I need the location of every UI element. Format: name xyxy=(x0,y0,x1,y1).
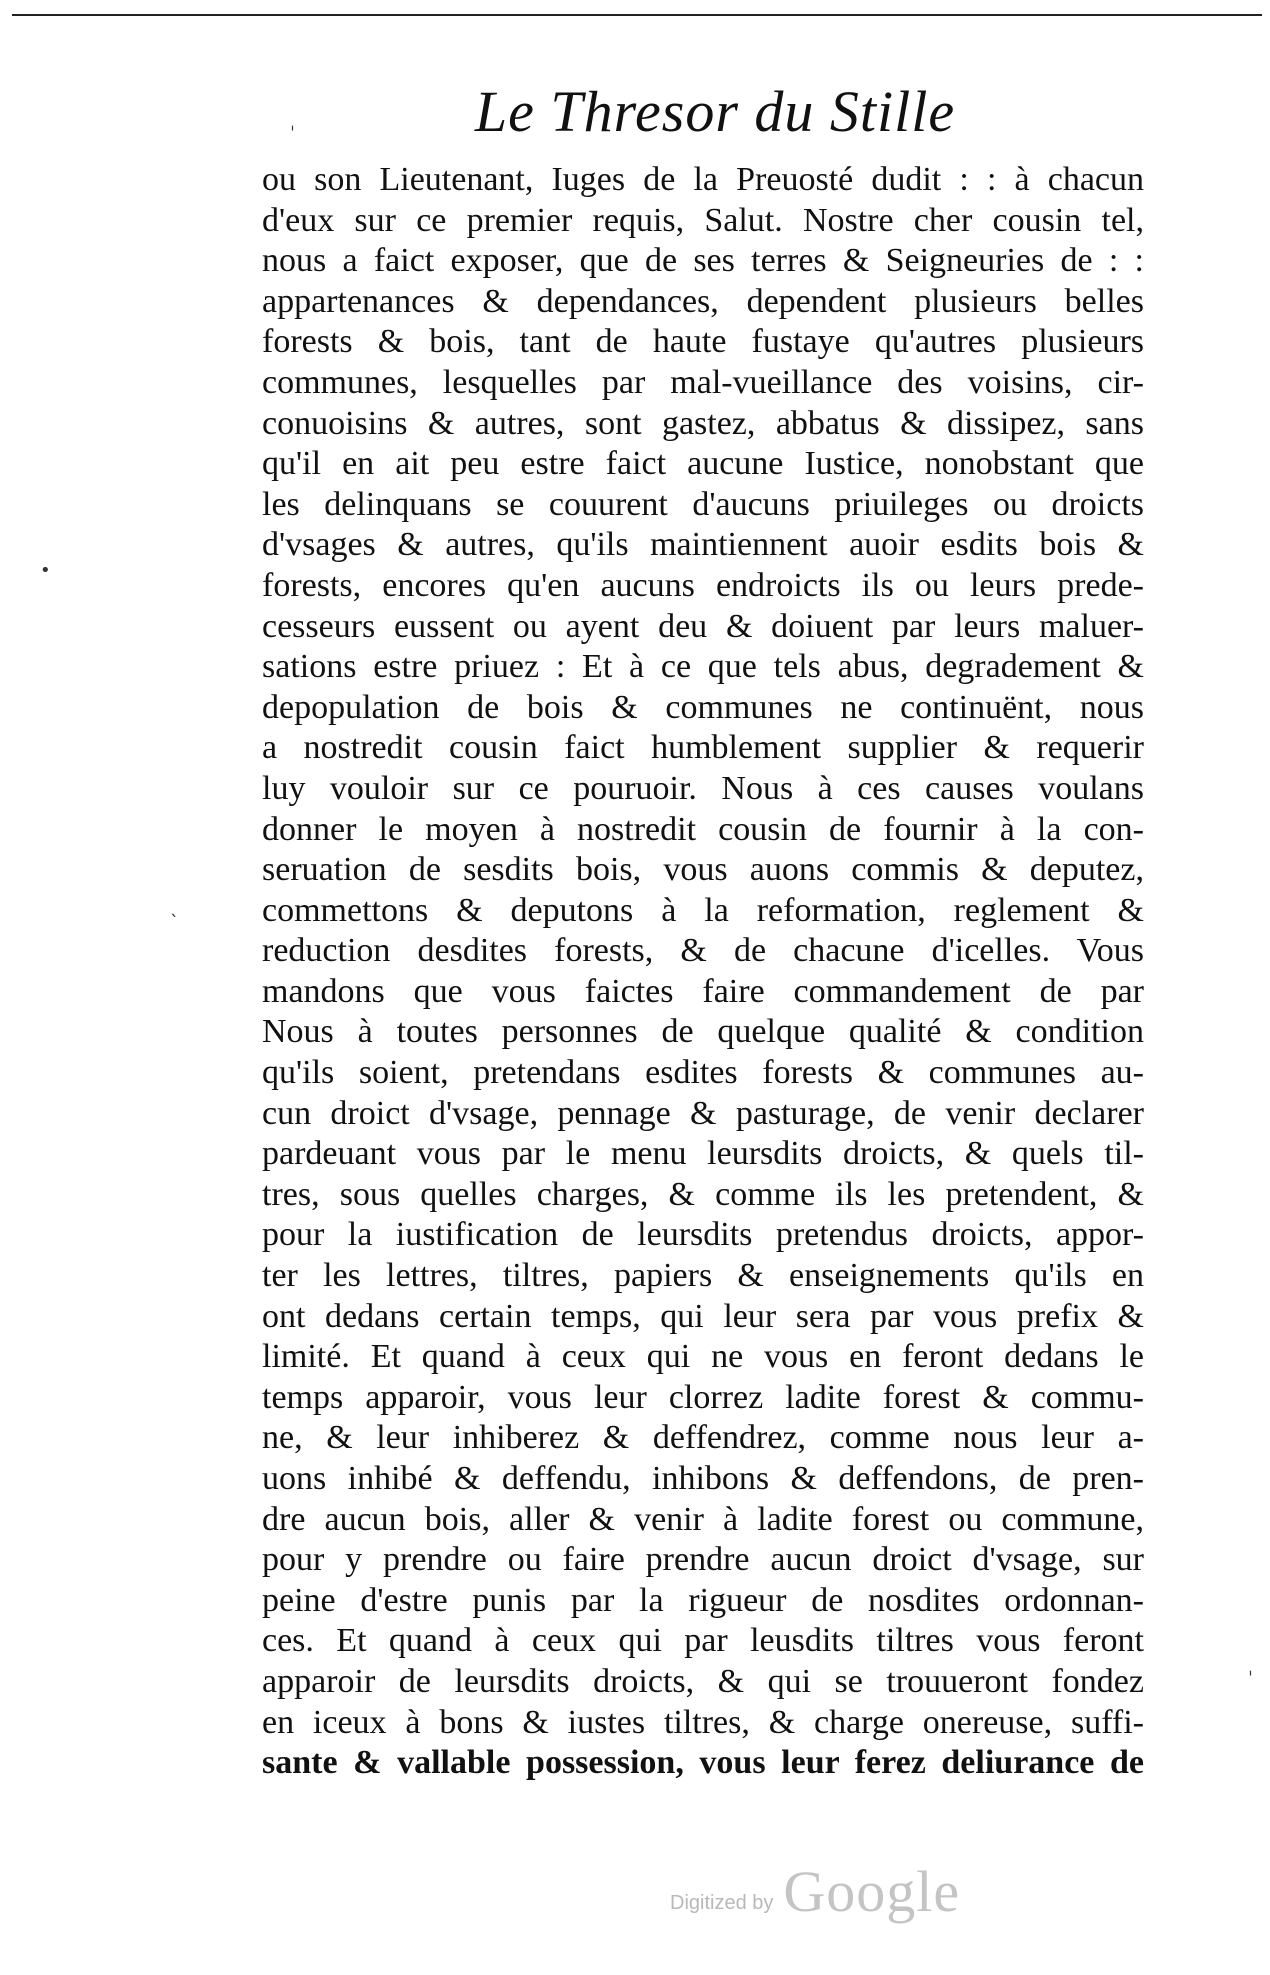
text-line: donner le moyen à nostredit cousin de fournir à la con- xyxy=(262,810,1144,848)
google-logo: Google xyxy=(783,1859,961,1924)
text-line: mandons que vous faictes faire commandement de par xyxy=(262,972,1144,1010)
margin-speck: ˈ xyxy=(1248,1668,1253,1689)
text-line: pour la iustification de leursdits pretendus droicts, appor- xyxy=(262,1216,1144,1254)
margin-speck: ˌ xyxy=(290,112,295,133)
text-line: ont dedans certain temps, qui leur sera par vous prefix & xyxy=(262,1297,1144,1335)
text-line: Nous à toutes personnes de quelque qualité & condition xyxy=(262,1013,1144,1051)
body-text xyxy=(262,160,1144,1784)
text-line: ou son Lieutenant, Iuges de la Preuosté dudit : : à chacun xyxy=(262,161,1144,198)
text-line: conuoisins & autres, sont gastez, abbatus & dissipez, sans xyxy=(262,404,1144,442)
text-line: limité. Et quand à ceux qui ne vous en feront dedans le xyxy=(262,1338,1144,1376)
text-line: en iceux à bons & iustes tiltres, & charge onereuse, suffi- xyxy=(262,1703,1144,1741)
text-line: qu'ils soient, pretendans esdites forests & communes au- xyxy=(262,1054,1144,1092)
text-line: cesseurs eussent ou ayent deu & doiuent par leurs maluer- xyxy=(262,607,1144,645)
text-line: d'eux sur ce premier requis, Salut. Nostre cher cousin tel, xyxy=(262,201,1144,239)
text-line: communes, lesquelles par mal-vueillance des voisins, cir- xyxy=(262,363,1144,401)
digitization-watermark xyxy=(670,1855,960,1925)
top-border-line xyxy=(12,14,1262,16)
text-line: commettons & deputons à la reformation, reglement & xyxy=(262,891,1144,929)
text-line: forests, encores qu'en aucuns endroicts ils ou leurs prede- xyxy=(262,566,1144,604)
text-line: appartenances & dependances, dependent plusieurs belles xyxy=(262,282,1144,320)
margin-speck: • xyxy=(40,560,51,581)
text-line: uons inhibé & deffendu, inhibons & deffendons, de pren- xyxy=(262,1460,1144,1497)
text-line: temps apparoir, vous leur clorrez ladite forest & commu- xyxy=(262,1378,1144,1416)
text-line: dre aucun bois, aller & venir à ladite forest ou commune, xyxy=(262,1500,1144,1538)
text-line: ter les lettres, tiltres, papiers & enseignements qu'ils en xyxy=(262,1257,1144,1295)
text-line: seruation de sesdits bois, vous auons commis & deputez, xyxy=(262,851,1144,889)
text-line: apparoir de leursdits droicts, & qui se trouueront fondez xyxy=(262,1662,1144,1700)
text-line: tres, sous quelles charges, & comme ils les pretendent, & xyxy=(262,1175,1144,1213)
text-line: reduction desdites forests, & de chacune d'icelles. Vous xyxy=(262,932,1144,970)
text-line: luy vouloir sur ce pouruoir. Nous à ces causes voulans xyxy=(262,769,1144,807)
text-line: ces. Et quand à ceux qui par leusdits tiltres vous feront xyxy=(262,1622,1144,1660)
text-line: qu'il en ait peu estre faict aucune Iustice, nonobstant que xyxy=(262,445,1144,483)
text-line: pour y prendre ou faire prendre aucun droict d'vsage, sur xyxy=(262,1541,1144,1579)
text-line: sations estre priuez : Et à ce que tels abus, degradement & xyxy=(262,648,1144,686)
text-line: sante & vallable possession, vous leur ferez deliurance de xyxy=(262,1744,1144,1782)
text-line: les delinquans se couurent d'aucuns priuileges ou droicts xyxy=(262,485,1144,523)
running-head: Le Thresor du Stille xyxy=(474,79,956,144)
digitized-by-label: Digitized by xyxy=(670,1892,774,1914)
text-line: peine d'estre punis par la rigueur de nosdites ordonnan- xyxy=(262,1581,1144,1619)
text-line: cun droict d'vsage, pennage & pasturage, de venir declarer xyxy=(262,1094,1144,1132)
text-line: pardeuant vous par le menu leursdits droicts, & quels til- xyxy=(262,1135,1144,1173)
text-line: nous a faict exposer, que de ses terres & Seigneuries de : : xyxy=(262,242,1144,280)
text-line: forests & bois, tant de haute fustaye qu'autres plusieurs xyxy=(262,323,1144,361)
text-line: depopulation de bois & communes ne continuënt, nous xyxy=(262,688,1144,726)
margin-speck: ˋ xyxy=(170,912,179,933)
text-line: a nostredit cousin faict humblement supplier & requerir xyxy=(262,729,1144,767)
text-line: ne, & leur inhiberez & deffendrez, comme nous leur a- xyxy=(262,1419,1144,1457)
text-line: d'vsages & autres, qu'ils maintiennent auoir esdits bois & xyxy=(262,526,1144,564)
